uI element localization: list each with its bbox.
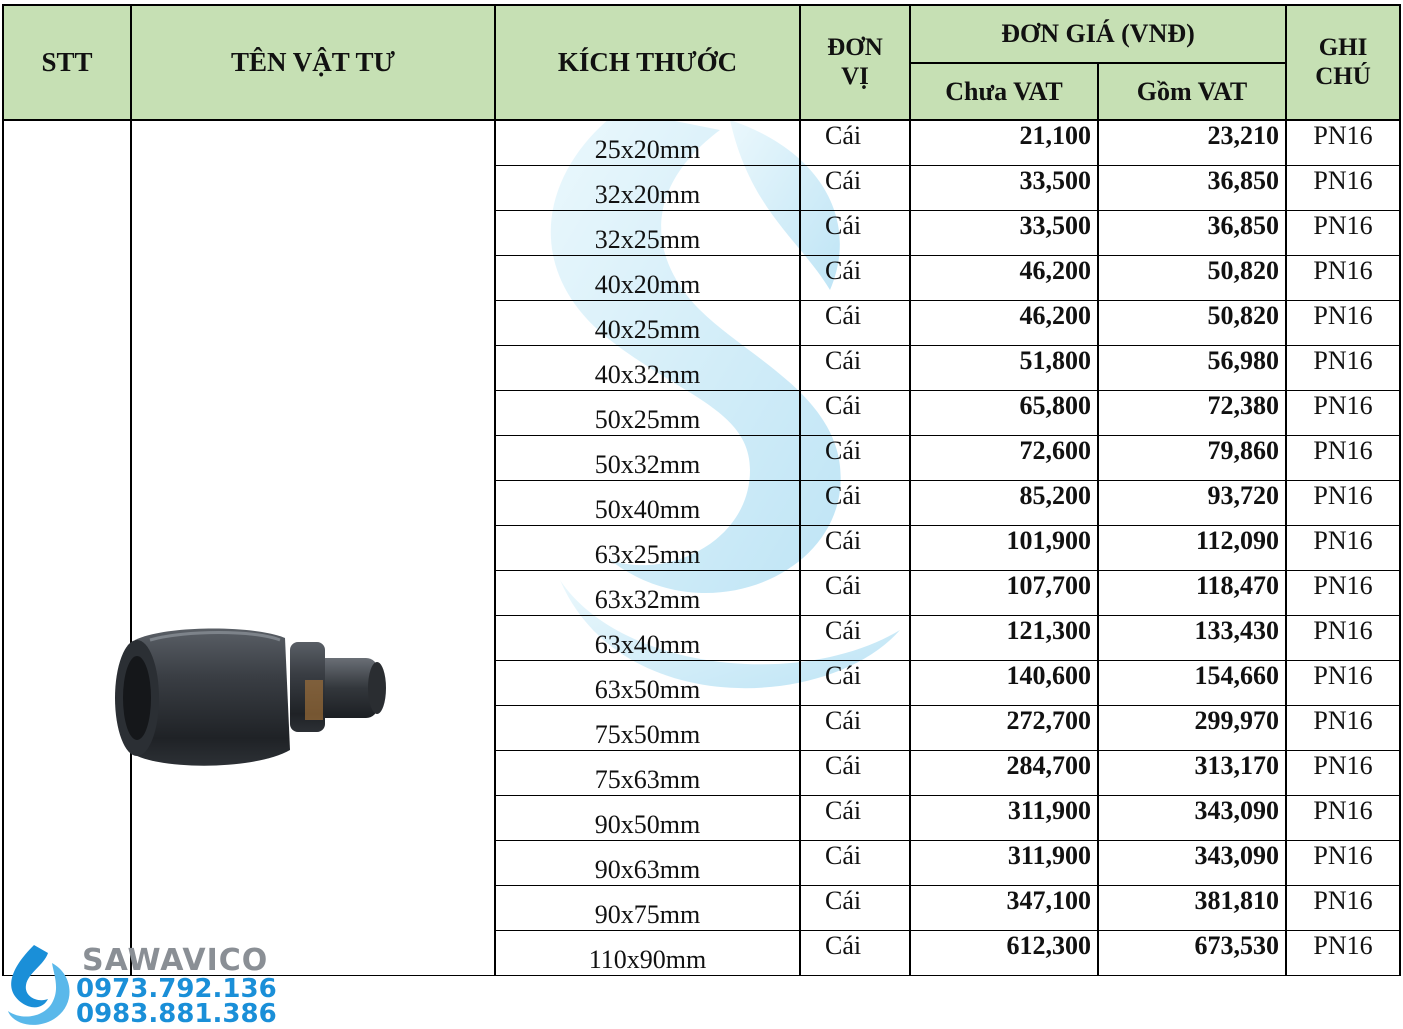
product-name-cell [131, 120, 495, 976]
price-incl-cell: 381,810 [1098, 886, 1286, 931]
note-cell: PN16 [1286, 661, 1400, 706]
unit-cell: Cái [800, 886, 910, 931]
header-unit-line2: VỊ [841, 62, 869, 90]
size-cell: 32x20mm [495, 166, 800, 211]
unit-cell: Cái [800, 571, 910, 616]
unit-cell: Cái [800, 120, 910, 166]
size-cell: 50x40mm [495, 481, 800, 526]
price-excl-cell: 33,500 [910, 166, 1098, 211]
logo-phone-2: 0983.881.386 [76, 999, 277, 1029]
price-excl-cell: 85,200 [910, 481, 1098, 526]
unit-cell: Cái [800, 256, 910, 301]
size-cell: 25x20mm [495, 120, 800, 166]
price-incl-cell: 56,980 [1098, 346, 1286, 391]
note-cell: PN16 [1286, 436, 1400, 481]
price-incl-cell: 36,850 [1098, 211, 1286, 256]
price-excl-cell: 140,600 [910, 661, 1098, 706]
price-excl-cell: 101,900 [910, 526, 1098, 571]
price-excl-cell: 33,500 [910, 211, 1098, 256]
unit-cell: Cái [800, 211, 910, 256]
header-unit [800, 5, 910, 120]
unit-cell: Cái [800, 931, 910, 976]
header-note-line1: GHI [1318, 33, 1368, 61]
note-cell: PN16 [1286, 571, 1400, 616]
size-cell: 75x50mm [495, 706, 800, 751]
price-incl-cell: 36,850 [1098, 166, 1286, 211]
unit-cell: Cái [800, 706, 910, 751]
price-incl-cell: 133,430 [1098, 616, 1286, 661]
note-cell: PN16 [1286, 931, 1400, 976]
header-note-line2: CHÚ [1315, 62, 1371, 90]
unit-cell: Cái [800, 751, 910, 796]
header-size: KÍCH THƯỚC [495, 5, 800, 120]
size-cell: 63x32mm [495, 571, 800, 616]
price-incl-cell: 299,970 [1098, 706, 1286, 751]
unit-cell: Cái [800, 166, 910, 211]
size-cell: 40x25mm [495, 301, 800, 346]
size-cell: 63x40mm [495, 616, 800, 661]
logo-brand: SAWAVICO [82, 943, 269, 978]
price-excl-cell: 272,700 [910, 706, 1098, 751]
header-price-group: ĐƠN GIÁ (VNĐ) [910, 5, 1286, 63]
note-cell: PN16 [1286, 346, 1400, 391]
header-note [1286, 5, 1400, 120]
note-cell: PN16 [1286, 211, 1400, 256]
unit-cell: Cái [800, 346, 910, 391]
note-cell: PN16 [1286, 796, 1400, 841]
price-excl-cell: 107,700 [910, 571, 1098, 616]
size-cell: 90x75mm [495, 886, 800, 931]
unit-cell: Cái [800, 436, 910, 481]
size-cell: 63x25mm [495, 526, 800, 571]
price-excl-cell: 347,100 [910, 886, 1098, 931]
price-excl-cell: 65,800 [910, 391, 1098, 436]
note-cell: PN16 [1286, 886, 1400, 931]
table-row [3, 120, 1400, 166]
note-cell: PN16 [1286, 256, 1400, 301]
stt-cell [3, 120, 131, 976]
header-price-excl: Chưa VAT [910, 63, 1098, 120]
price-incl-cell: 93,720 [1098, 481, 1286, 526]
size-cell: 50x25mm [495, 391, 800, 436]
note-cell: PN16 [1286, 841, 1400, 886]
price-excl-cell: 121,300 [910, 616, 1098, 661]
size-cell: 90x50mm [495, 796, 800, 841]
note-cell: PN16 [1286, 166, 1400, 211]
unit-cell: Cái [800, 616, 910, 661]
price-excl-cell: 311,900 [910, 796, 1098, 841]
price-incl-cell: 118,470 [1098, 571, 1286, 616]
unit-cell: Cái [800, 526, 910, 571]
product-image [105, 620, 395, 785]
price-excl-cell: 21,100 [910, 120, 1098, 166]
note-cell: PN16 [1286, 120, 1400, 166]
header-price-incl: Gồm VAT [1098, 63, 1286, 120]
size-cell: 40x20mm [495, 256, 800, 301]
logo-phone-1: 0973.792.136 [76, 974, 277, 1004]
note-cell: PN16 [1286, 481, 1400, 526]
price-incl-cell: 343,090 [1098, 796, 1286, 841]
price-excl-cell: 46,200 [910, 301, 1098, 346]
price-incl-cell: 313,170 [1098, 751, 1286, 796]
unit-cell: Cái [800, 841, 910, 886]
price-table [2, 4, 1401, 976]
unit-cell: Cái [800, 796, 910, 841]
size-cell: 90x63mm [495, 841, 800, 886]
price-excl-cell: 72,600 [910, 436, 1098, 481]
note-cell: PN16 [1286, 616, 1400, 661]
company-logo [4, 943, 277, 1029]
price-excl-cell: 612,300 [910, 931, 1098, 976]
note-cell: PN16 [1286, 526, 1400, 571]
price-excl-cell: 284,700 [910, 751, 1098, 796]
price-excl-cell: 46,200 [910, 256, 1098, 301]
price-incl-cell: 50,820 [1098, 256, 1286, 301]
size-cell: 40x32mm [495, 346, 800, 391]
unit-cell: Cái [800, 661, 910, 706]
unit-cell: Cái [800, 391, 910, 436]
size-cell: 63x50mm [495, 661, 800, 706]
price-incl-cell: 112,090 [1098, 526, 1286, 571]
price-incl-cell: 154,660 [1098, 661, 1286, 706]
size-cell: 50x32mm [495, 436, 800, 481]
note-cell: PN16 [1286, 706, 1400, 751]
size-cell: 75x63mm [495, 751, 800, 796]
size-cell: 110x90mm [495, 931, 800, 976]
price-incl-cell: 79,860 [1098, 436, 1286, 481]
unit-cell: Cái [800, 481, 910, 526]
price-excl-cell: 51,800 [910, 346, 1098, 391]
price-incl-cell: 673,530 [1098, 931, 1286, 976]
price-excl-cell: 311,900 [910, 841, 1098, 886]
header-name: TÊN VẬT TƯ [131, 5, 495, 120]
unit-cell: Cái [800, 301, 910, 346]
price-incl-cell: 23,210 [1098, 120, 1286, 166]
note-cell: PN16 [1286, 301, 1400, 346]
note-cell: PN16 [1286, 391, 1400, 436]
header-unit-line1: ĐƠN [827, 33, 883, 61]
price-incl-cell: 343,090 [1098, 841, 1286, 886]
note-cell: PN16 [1286, 751, 1400, 796]
price-incl-cell: 72,380 [1098, 391, 1286, 436]
header-stt: STT [3, 5, 131, 120]
size-cell: 32x25mm [495, 211, 800, 256]
water-drop-icon [4, 945, 79, 1027]
price-incl-cell: 50,820 [1098, 301, 1286, 346]
